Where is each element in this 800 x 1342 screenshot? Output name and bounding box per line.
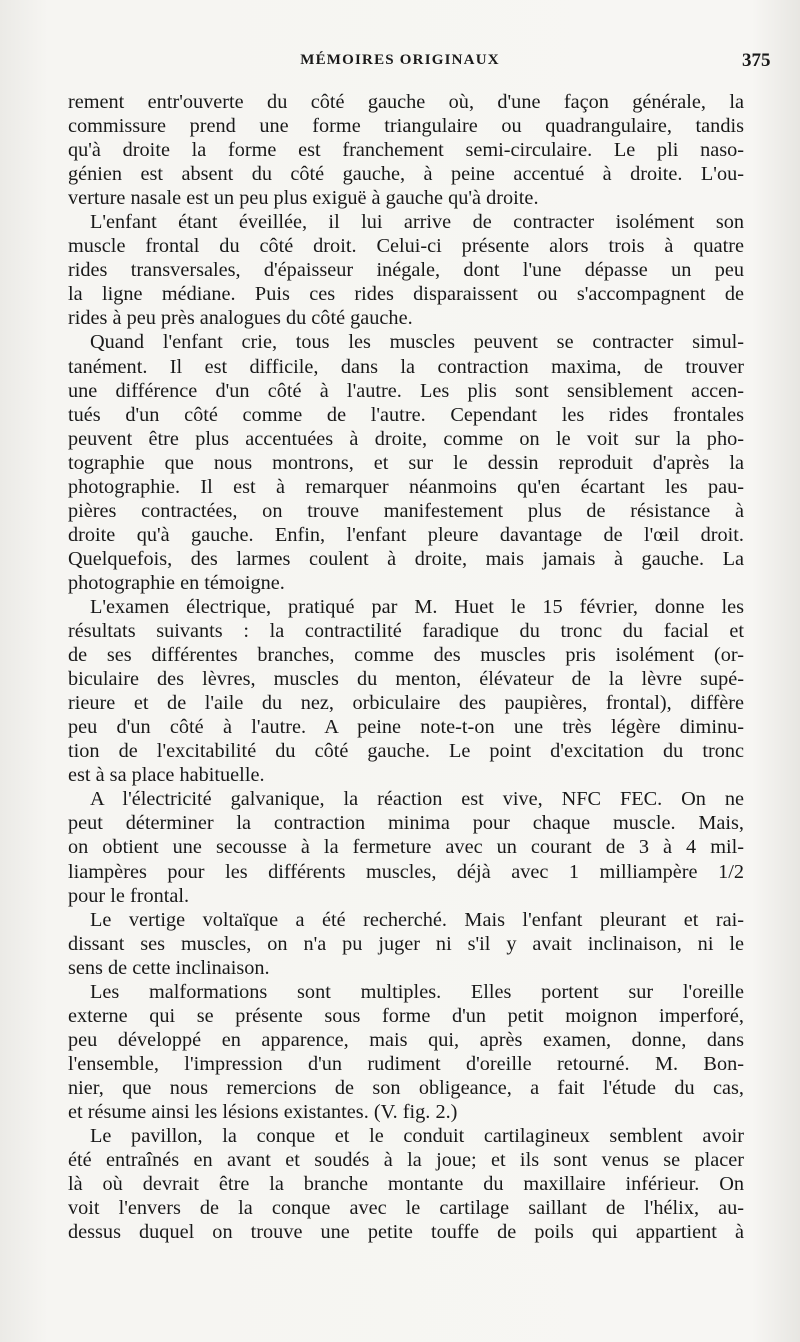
text-line: tanément. Il est difficile, dans la contraction maxima, de trouver [68,355,744,378]
text-line: externe qui se présente sous forme d'un petit moignon imperforé, [68,1004,744,1027]
text-line: sens de cette inclinaison. [68,956,270,979]
text-line: Quelquefois, des larmes coulent à droite, mais jamais à gauche. La [68,547,744,570]
text-line: rides à peu près analogues du côté gauche. [68,307,413,330]
text-line: photographie en témoigne. [68,571,285,594]
text-line: qu'à droite la forme est franchement semi-circulaire. Le pli naso- [68,139,744,162]
text-line: nier, que nous remercions de son obligeance, a fait l'étude du cas, [68,1076,744,1099]
text-line: tués d'un côté comme de l'autre. Cependant les rides frontales [68,403,744,426]
paragraph-first-line: Le vertige voltaïque a été recherché. Mais l'enfant pleurant et rai- [90,908,744,931]
text-line: dissant ses muscles, on n'a pu juger ni s'il y avait inclinaison, ni le [68,932,744,955]
text-line: peut déterminer la contraction minima pour chaque muscle. Mais, [68,812,744,835]
text-line: rides transversales, d'épaisseur inégale, dont l'une dépasse un peu [68,259,744,282]
body-text [68,90,744,1244]
text-line: la ligne médiane. Puis ces rides disparaissent ou s'accompagnent de [68,283,744,306]
text-line: rement entr'ouverte du côté gauche où, d'une façon générale, la [68,91,744,113]
running-title: MÉMOIRES ORIGINAUX [300,52,500,68]
text-line: pour le frontal. [68,884,190,907]
paragraph-first-line: Le pavillon, la conque et le conduit cartilagineux semblent avoir [90,1125,744,1148]
text-line: génien est absent du côté gauche, à peine accentué à droite. L'ou- [68,163,744,186]
text-line: été entraînés en avant et soudés à la joue; et ils sont venus se placer [68,1149,744,1172]
text-line: tographie que nous montrons, et sur le dessin reproduit d'après la [68,451,744,474]
text-line: là où devrait être la branche montante du maxillaire inférieur. On [68,1173,744,1196]
text-line: est à sa place habituelle. [68,764,265,787]
text-line: rieure et de l'aile du nez, orbiculaire des paupières, frontal), diffère [68,692,744,715]
text-line: droite qu'à gauche. Enfin, l'enfant pleure davantage de l'œil droit. [68,523,744,546]
text-line: résultats suivants : la contractilité faradique du tronc du facial et [68,620,744,643]
text-line: biculaire des lèvres, muscles du menton, élévateur de la lèvre supé- [68,668,744,691]
paragraph-first-line: L'examen électrique, pratiqué par M. Huet le 15 février, donne les [90,595,744,618]
text-line: commissure prend une forme triangulaire ou quadrangulaire, tandis [68,115,744,138]
text-line: et résume ainsi les lésions existantes. (V. fig. 2.) [68,1100,458,1123]
text-line: une différence d'un côté à l'autre. Les plis sont sensiblement accen- [68,379,744,402]
text-line: verture nasale est un peu plus exiguë à gauche qu'à droite. [68,187,539,210]
text-line: l'ensemble, l'impression d'un rudiment d'oreille retourné. M. Bon- [68,1052,744,1075]
text-line: pières contractées, on trouve manifestement plus de résistance à [68,499,744,522]
text-line: peuvent être plus accentuées à droite, comme on le voit sur la pho- [68,427,744,450]
paragraph-first-line: Quand l'enfant crie, tous les muscles peuvent se contracter simul- [90,331,744,354]
text-line: voit l'envers de la conque avec le cartilage saillant de l'hélix, au- [68,1197,744,1220]
paragraph-first-line: A l'électricité galvanique, la réaction est vive, NFC FEC. On ne [90,788,744,811]
text-line: photographie. Il est à remarquer néanmoins qu'en écartant les pau- [68,475,744,498]
running-head [0,48,800,78]
text-line: dessus duquel on trouve une petite touffe de poils qui appartient à [68,1221,744,1244]
paragraph-first-line: Les malformations sont multiples. Elles portent sur l'oreille [90,980,744,1003]
text-line: peu d'un côté à l'autre. A peine note-t-on une très légère diminu- [68,716,744,739]
text-line: on obtient une secousse à la fermeture avec un courant de 3 à 4 mil- [68,836,744,859]
text-line: liampères pour les différents muscles, déjà avec 1 milliampère 1/2 [68,860,744,883]
text-line: peu développé en apparence, mais qui, après examen, donne, dans [68,1028,744,1051]
text-line: tion de l'excitabilité du côté gauche. Le point d'excitation du tronc [68,740,744,763]
text-line: muscle frontal du côté droit. Celui-ci présente alors trois à quatre [68,235,744,258]
paragraph-first-line: L'enfant étant éveillée, il lui arrive de contracter isolément son [90,211,744,234]
text-line: de ses différentes branches, comme des muscles pris isolément (or- [68,644,744,667]
page-number: 375 [742,50,771,71]
